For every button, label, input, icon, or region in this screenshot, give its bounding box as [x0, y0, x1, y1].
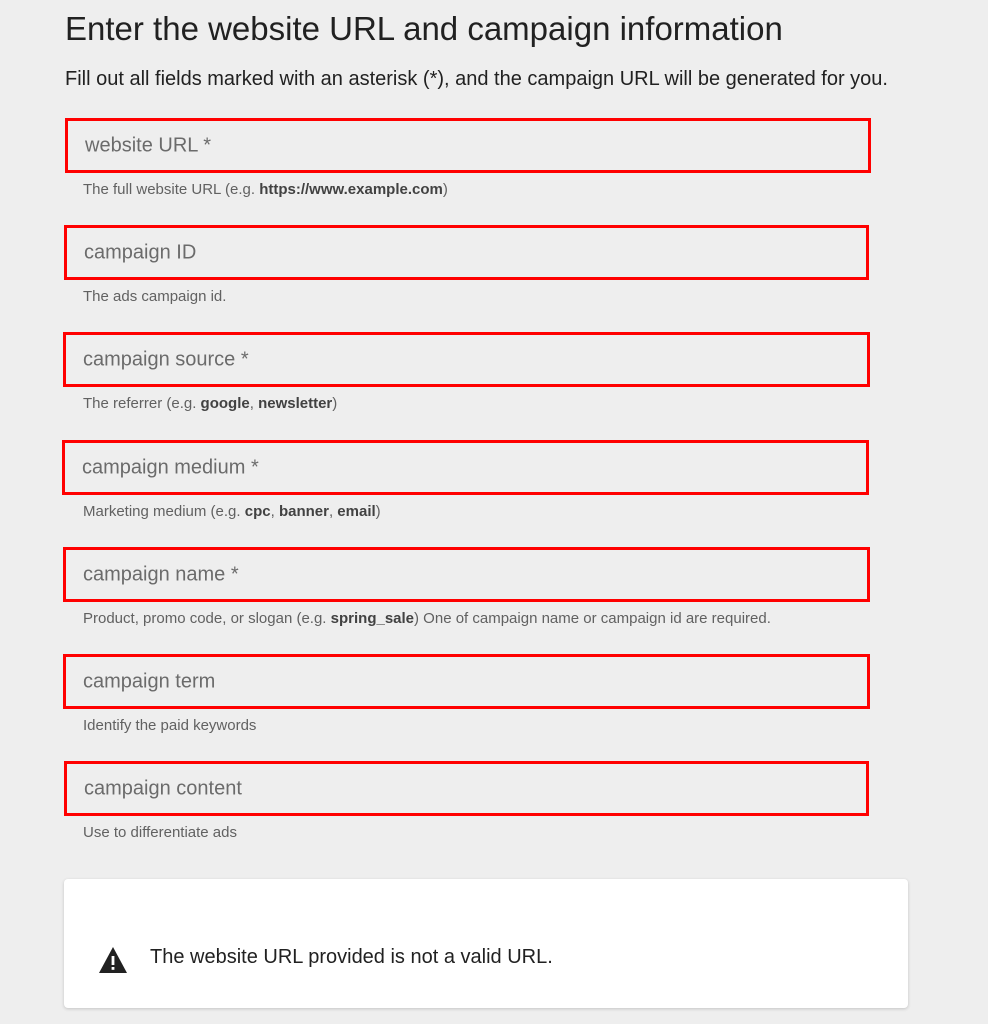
hint-segment: newsletter [258, 395, 333, 412]
campaign-source-input[interactable] [66, 335, 867, 384]
hint-segment: Product, promo code, or slogan (e.g. [83, 610, 331, 627]
campaign-name-label: campaign name * [83, 563, 239, 585]
campaign-id-input[interactable] [67, 228, 866, 277]
website-url-hint [83, 181, 448, 198]
hint-segment: ) [332, 395, 338, 412]
campaign-term-input[interactable] [66, 657, 867, 706]
website-url-input[interactable] [68, 121, 868, 170]
campaign-source-label: campaign source * [83, 348, 249, 370]
campaign-medium-field[interactable] [62, 440, 869, 495]
campaign-id-hint [83, 288, 226, 305]
campaign-medium-hint [83, 503, 381, 520]
campaign-name-input[interactable] [66, 550, 867, 599]
hint-segment: Marketing medium (e.g. [83, 503, 245, 520]
hint-segment: google [200, 395, 250, 412]
alert-message: The website URL provided is not a valid URL. [150, 946, 553, 968]
website-url-label: website URL * [85, 134, 211, 156]
campaign-content-hint [83, 824, 237, 841]
website-url-field[interactable] [65, 118, 871, 173]
validation-alert [64, 879, 908, 1008]
campaign-id-field[interactable] [64, 225, 869, 280]
page-title: Enter the website URL and campaign information [65, 10, 783, 47]
hint-segment: The referrer (e.g. [83, 395, 201, 412]
hint-segment: , [249, 395, 259, 412]
campaign-id-label: campaign ID [84, 241, 197, 263]
hint-segment: Identify the paid keywords [83, 717, 257, 734]
campaign-source-field[interactable] [63, 332, 870, 387]
hint-segment: Use to differentiate ads [83, 824, 237, 841]
campaign-term-label: campaign term [83, 670, 216, 692]
hint-segment: ) One of campaign name or campaign id are required. [414, 610, 771, 627]
campaign-content-input[interactable] [67, 764, 866, 813]
campaign-medium-input[interactable] [65, 443, 866, 492]
hint-segment: The full website URL (e.g. [83, 181, 260, 198]
campaign-content-field[interactable] [64, 761, 869, 816]
hint-segment: cpc [244, 503, 271, 520]
campaign-name-hint [83, 610, 771, 627]
campaign-term-hint [83, 717, 256, 734]
hint-segment: banner [278, 503, 329, 520]
campaign-name-field[interactable] [63, 547, 870, 602]
campaign-medium-label: campaign medium * [82, 456, 259, 478]
hint-segment: , [328, 503, 338, 520]
hint-segment: The ads campaign id. [83, 288, 227, 305]
hint-segment: ) [442, 181, 448, 198]
hint-segment: , [270, 503, 279, 520]
hint-segment: spring_sale [330, 610, 415, 627]
page-subtitle: Fill out all fields marked with an asterisk (*), and the campaign URL will be generated for you. [65, 68, 888, 90]
hint-segment: https://www.example.com [259, 181, 443, 198]
hint-segment: email [337, 503, 376, 520]
campaign-source-hint [83, 395, 337, 412]
hint-segment: ) [375, 503, 381, 520]
warning-icon [98, 946, 128, 974]
campaign-term-field[interactable] [63, 654, 870, 709]
campaign-content-label: campaign content [84, 777, 242, 799]
